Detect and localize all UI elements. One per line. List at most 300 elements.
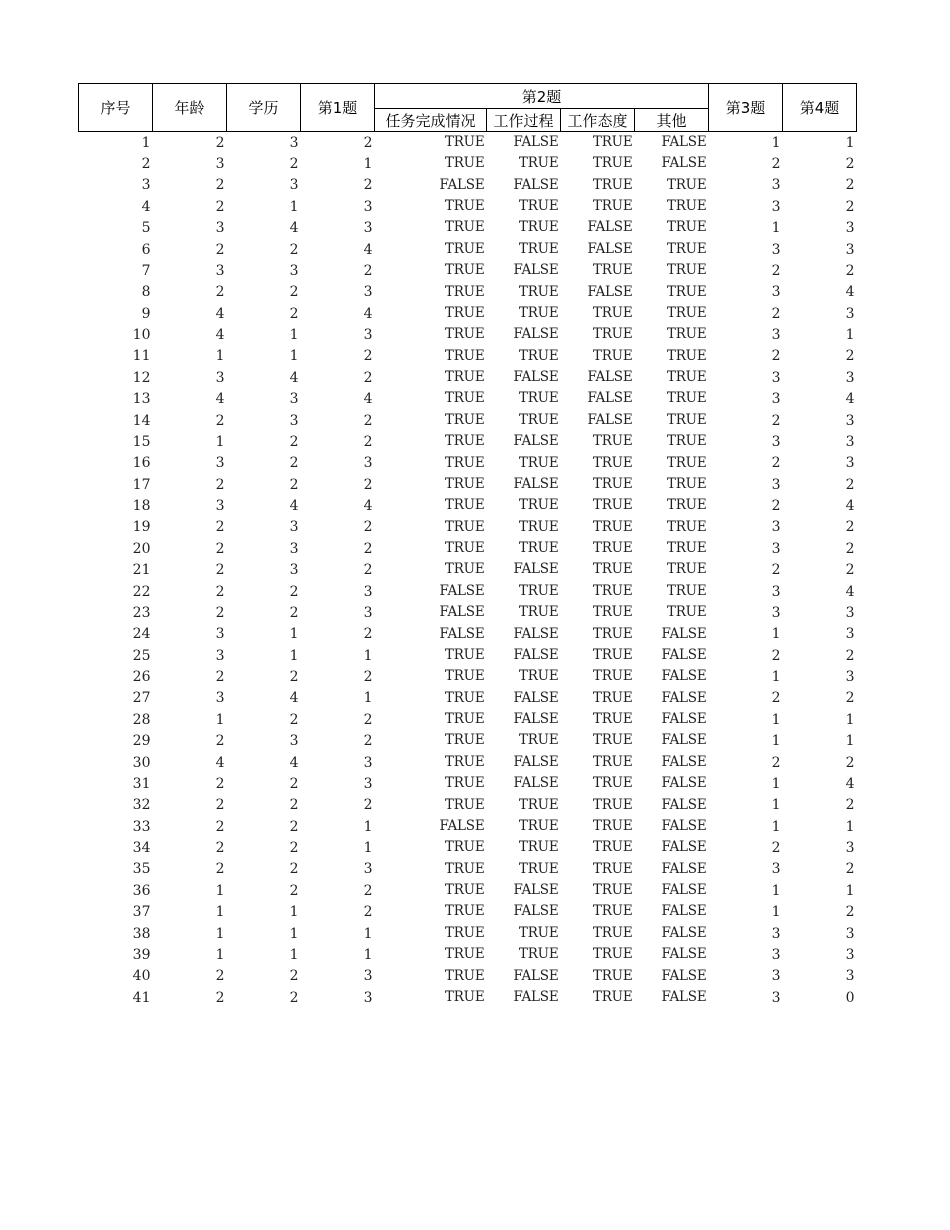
cell-q2-work-attitude[interactable]: TRUE xyxy=(592,882,633,899)
cell-education[interactable]: 2 xyxy=(289,455,299,472)
cell-age[interactable]: 3 xyxy=(215,626,225,643)
cell-q2-task-completion[interactable]: TRUE xyxy=(444,775,485,792)
cell-q1[interactable]: 2 xyxy=(363,797,373,814)
cell-q2-work-attitude[interactable]: TRUE xyxy=(592,133,633,150)
cell-q3[interactable]: 3 xyxy=(771,391,781,408)
cell-q2-task-completion[interactable]: TRUE xyxy=(444,326,485,343)
cell-age[interactable]: 3 xyxy=(215,455,225,472)
cell-education[interactable]: 2 xyxy=(289,583,299,600)
cell-age[interactable]: 2 xyxy=(215,840,225,857)
cell-q2-task-completion[interactable]: TRUE xyxy=(444,433,485,450)
cell-education[interactable]: 1 xyxy=(289,348,299,365)
cell-age[interactable]: 2 xyxy=(215,818,225,835)
cell-q2-task-completion[interactable]: TRUE xyxy=(444,304,485,321)
cell-q2-work-process[interactable]: FALSE xyxy=(513,882,559,899)
cell-q2-work-process[interactable]: TRUE xyxy=(518,732,559,749)
cell-q2-work-process[interactable]: TRUE xyxy=(518,390,559,407)
cell-age[interactable]: 3 xyxy=(215,690,225,707)
cell-q1[interactable]: 2 xyxy=(363,348,373,365)
cell-education[interactable]: 3 xyxy=(289,733,299,750)
cell-age[interactable]: 2 xyxy=(215,989,225,1006)
cell-education[interactable]: 1 xyxy=(289,626,299,643)
cell-q2-task-completion[interactable]: TRUE xyxy=(444,540,485,557)
cell-q2-task-completion[interactable]: FALSE xyxy=(439,604,485,621)
cell-q4[interactable]: 3 xyxy=(845,669,855,686)
cell-q1[interactable]: 3 xyxy=(363,775,373,792)
cell-education[interactable]: 3 xyxy=(289,412,299,429)
cell-q4[interactable]: 2 xyxy=(845,348,855,365)
cell-age[interactable]: 2 xyxy=(215,775,225,792)
cell-q4[interactable]: 2 xyxy=(845,519,855,536)
cell-q2-work-attitude[interactable]: TRUE xyxy=(592,304,633,321)
cell-q2-other[interactable]: FALSE xyxy=(661,903,707,920)
cell-q4[interactable]: 2 xyxy=(845,540,855,557)
cell-q2-work-process[interactable]: TRUE xyxy=(518,198,559,215)
cell-q1[interactable]: 3 xyxy=(363,455,373,472)
cell-q2-work-attitude[interactable]: TRUE xyxy=(592,454,633,471)
cell-q2-work-process[interactable]: TRUE xyxy=(518,219,559,236)
cell-q2-task-completion[interactable]: TRUE xyxy=(444,668,485,685)
cell-q2-work-process[interactable]: TRUE xyxy=(518,796,559,813)
cell-q2-work-process[interactable]: FALSE xyxy=(513,903,559,920)
cell-q2-other[interactable]: FALSE xyxy=(661,689,707,706)
cell-education[interactable]: 3 xyxy=(289,134,299,151)
cell-index[interactable]: 27 xyxy=(132,690,151,707)
cell-q2-other[interactable]: FALSE xyxy=(661,625,707,642)
cell-q1[interactable]: 2 xyxy=(363,733,373,750)
cell-q2-work-attitude[interactable]: TRUE xyxy=(592,689,633,706)
cell-education[interactable]: 1 xyxy=(289,327,299,344)
cell-index[interactable]: 22 xyxy=(132,583,151,600)
cell-q2-task-completion[interactable]: TRUE xyxy=(444,219,485,236)
cell-q2-work-process[interactable]: FALSE xyxy=(513,775,559,792)
cell-q1[interactable]: 1 xyxy=(363,840,373,857)
cell-age[interactable]: 2 xyxy=(215,241,225,258)
cell-q4[interactable]: 1 xyxy=(845,327,855,344)
cell-q2-work-attitude[interactable]: FALSE xyxy=(587,390,633,407)
cell-index[interactable]: 38 xyxy=(132,925,151,942)
cell-q2-task-completion[interactable]: TRUE xyxy=(444,882,485,899)
cell-q2-work-attitude[interactable]: FALSE xyxy=(587,240,633,257)
cell-q4[interactable]: 1 xyxy=(845,733,855,750)
cell-q2-work-process[interactable]: TRUE xyxy=(518,817,559,834)
cell-q3[interactable]: 3 xyxy=(771,861,781,878)
cell-q3[interactable]: 1 xyxy=(771,797,781,814)
cell-q4[interactable]: 2 xyxy=(845,904,855,921)
cell-q2-task-completion[interactable]: TRUE xyxy=(444,860,485,877)
cell-q2-work-attitude[interactable]: TRUE xyxy=(592,262,633,279)
cell-q2-task-completion[interactable]: TRUE xyxy=(444,411,485,428)
cell-q2-work-attitude[interactable]: FALSE xyxy=(587,283,633,300)
cell-q1[interactable]: 3 xyxy=(363,968,373,985)
cell-q1[interactable]: 1 xyxy=(363,946,373,963)
cell-q4[interactable]: 3 xyxy=(845,241,855,258)
cell-index[interactable]: 21 xyxy=(132,562,151,579)
cell-education[interactable]: 4 xyxy=(289,690,299,707)
cell-q1[interactable]: 2 xyxy=(363,669,373,686)
cell-q3[interactable]: 1 xyxy=(771,733,781,750)
cell-q4[interactable]: 2 xyxy=(845,754,855,771)
cell-q3[interactable]: 3 xyxy=(771,604,781,621)
cell-education[interactable]: 2 xyxy=(289,604,299,621)
cell-q2-work-process[interactable]: FALSE xyxy=(513,753,559,770)
cell-q3[interactable]: 2 xyxy=(771,156,781,173)
cell-q2-other[interactable]: TRUE xyxy=(666,561,707,578)
cell-q2-other[interactable]: FALSE xyxy=(661,155,707,172)
cell-q2-work-process[interactable]: FALSE xyxy=(513,967,559,984)
cell-q1[interactable]: 2 xyxy=(363,134,373,151)
cell-index[interactable]: 8 xyxy=(141,284,151,301)
cell-q2-other[interactable]: TRUE xyxy=(666,518,707,535)
cell-q2-task-completion[interactable]: FALSE xyxy=(439,582,485,599)
cell-age[interactable]: 4 xyxy=(215,391,225,408)
cell-q2-task-completion[interactable]: TRUE xyxy=(444,262,485,279)
cell-q2-other[interactable]: FALSE xyxy=(661,133,707,150)
cell-q2-task-completion[interactable]: TRUE xyxy=(444,198,485,215)
cell-q2-work-attitude[interactable]: TRUE xyxy=(592,967,633,984)
cell-q1[interactable]: 3 xyxy=(363,861,373,878)
cell-q2-work-process[interactable]: TRUE xyxy=(518,155,559,172)
cell-q2-task-completion[interactable]: FALSE xyxy=(439,625,485,642)
cell-q4[interactable]: 3 xyxy=(845,604,855,621)
cell-q2-other[interactable]: FALSE xyxy=(661,711,707,728)
cell-q4[interactable]: 2 xyxy=(845,476,855,493)
cell-q2-work-process[interactable]: TRUE xyxy=(518,604,559,621)
cell-q2-work-process[interactable]: FALSE xyxy=(513,433,559,450)
cell-education[interactable]: 2 xyxy=(289,669,299,686)
cell-q3[interactable]: 3 xyxy=(771,476,781,493)
cell-age[interactable]: 2 xyxy=(215,733,225,750)
cell-q4[interactable]: 2 xyxy=(845,156,855,173)
cell-q2-work-attitude[interactable]: TRUE xyxy=(592,561,633,578)
cell-q2-work-process[interactable]: TRUE xyxy=(518,860,559,877)
cell-q3[interactable]: 2 xyxy=(771,690,781,707)
cell-age[interactable]: 2 xyxy=(215,540,225,557)
cell-q3[interactable]: 2 xyxy=(771,562,781,579)
cell-age[interactable]: 4 xyxy=(215,305,225,322)
cell-q2-task-completion[interactable]: TRUE xyxy=(444,454,485,471)
cell-q1[interactable]: 2 xyxy=(363,433,373,450)
cell-age[interactable]: 2 xyxy=(215,412,225,429)
cell-index[interactable]: 5 xyxy=(141,220,151,237)
cell-q1[interactable]: 1 xyxy=(363,156,373,173)
cell-index[interactable]: 10 xyxy=(132,327,151,344)
cell-q2-other[interactable]: FALSE xyxy=(661,732,707,749)
cell-q3[interactable]: 3 xyxy=(771,519,781,536)
cell-q2-task-completion[interactable]: TRUE xyxy=(444,475,485,492)
cell-age[interactable]: 1 xyxy=(215,904,225,921)
cell-q2-task-completion[interactable]: TRUE xyxy=(444,839,485,856)
cell-q2-other[interactable]: TRUE xyxy=(666,347,707,364)
cell-q2-work-attitude[interactable]: TRUE xyxy=(592,775,633,792)
cell-q1[interactable]: 2 xyxy=(363,369,373,386)
cell-q2-task-completion[interactable]: TRUE xyxy=(444,796,485,813)
cell-q3[interactable]: 3 xyxy=(771,284,781,301)
cell-education[interactable]: 2 xyxy=(289,476,299,493)
cell-age[interactable]: 1 xyxy=(215,882,225,899)
cell-q2-work-attitude[interactable]: FALSE xyxy=(587,411,633,428)
cell-index[interactable]: 35 xyxy=(132,861,151,878)
cell-education[interactable]: 2 xyxy=(289,156,299,173)
cell-q1[interactable]: 3 xyxy=(363,284,373,301)
cell-q3[interactable]: 2 xyxy=(771,348,781,365)
cell-q2-work-attitude[interactable]: TRUE xyxy=(592,988,633,1005)
cell-q3[interactable]: 2 xyxy=(771,412,781,429)
cell-q4[interactable]: 2 xyxy=(845,262,855,279)
cell-q4[interactable]: 3 xyxy=(845,433,855,450)
cell-education[interactable]: 2 xyxy=(289,433,299,450)
cell-education[interactable]: 1 xyxy=(289,946,299,963)
cell-index[interactable]: 6 xyxy=(141,241,151,258)
cell-q2-work-process[interactable]: TRUE xyxy=(518,518,559,535)
cell-q4[interactable]: 3 xyxy=(845,840,855,857)
cell-age[interactable]: 2 xyxy=(215,177,225,194)
cell-q3[interactable]: 3 xyxy=(771,946,781,963)
cell-q3[interactable]: 2 xyxy=(771,305,781,322)
cell-q2-work-process[interactable]: TRUE xyxy=(518,668,559,685)
cell-q4[interactable]: 1 xyxy=(845,134,855,151)
cell-education[interactable]: 2 xyxy=(289,241,299,258)
cell-q2-work-attitude[interactable]: TRUE xyxy=(592,924,633,941)
cell-q2-work-process[interactable]: TRUE xyxy=(518,582,559,599)
cell-education[interactable]: 4 xyxy=(289,220,299,237)
cell-age[interactable]: 2 xyxy=(215,968,225,985)
cell-q2-work-process[interactable]: FALSE xyxy=(513,646,559,663)
cell-q2-work-process[interactable]: TRUE xyxy=(518,946,559,963)
cell-q2-work-process[interactable]: TRUE xyxy=(518,240,559,257)
cell-age[interactable]: 2 xyxy=(215,284,225,301)
cell-education[interactable]: 2 xyxy=(289,840,299,857)
cell-q3[interactable]: 1 xyxy=(771,134,781,151)
cell-q1[interactable]: 3 xyxy=(363,989,373,1006)
cell-q2-work-attitude[interactable]: TRUE xyxy=(592,796,633,813)
cell-q1[interactable]: 1 xyxy=(363,818,373,835)
cell-q2-work-attitude[interactable]: TRUE xyxy=(592,540,633,557)
cell-q2-other[interactable]: TRUE xyxy=(666,176,707,193)
cell-q2-task-completion[interactable]: TRUE xyxy=(444,689,485,706)
cell-q1[interactable]: 2 xyxy=(363,412,373,429)
cell-index[interactable]: 1 xyxy=(141,134,151,151)
cell-index[interactable]: 37 xyxy=(132,904,151,921)
cell-q2-other[interactable]: TRUE xyxy=(666,433,707,450)
cell-q4[interactable]: 4 xyxy=(845,498,855,515)
cell-q2-work-process[interactable]: TRUE xyxy=(518,497,559,514)
cell-age[interactable]: 2 xyxy=(215,583,225,600)
cell-q1[interactable]: 2 xyxy=(363,711,373,728)
cell-q3[interactable]: 2 xyxy=(771,262,781,279)
cell-q2-other[interactable]: TRUE xyxy=(666,283,707,300)
cell-q4[interactable]: 2 xyxy=(845,198,855,215)
cell-q2-other[interactable]: TRUE xyxy=(666,219,707,236)
cell-q2-work-attitude[interactable]: TRUE xyxy=(592,475,633,492)
cell-q3[interactable]: 1 xyxy=(771,711,781,728)
cell-q1[interactable]: 3 xyxy=(363,327,373,344)
cell-q2-work-attitude[interactable]: TRUE xyxy=(592,198,633,215)
cell-q2-other[interactable]: TRUE xyxy=(666,475,707,492)
cell-q2-other[interactable]: TRUE xyxy=(666,540,707,557)
cell-index[interactable]: 18 xyxy=(132,498,151,515)
cell-q2-other[interactable]: TRUE xyxy=(666,390,707,407)
cell-q1[interactable]: 3 xyxy=(363,754,373,771)
cell-q4[interactable]: 1 xyxy=(845,711,855,728)
cell-q1[interactable]: 3 xyxy=(363,604,373,621)
cell-education[interactable]: 4 xyxy=(289,369,299,386)
cell-q2-work-process[interactable]: FALSE xyxy=(513,133,559,150)
cell-q3[interactable]: 3 xyxy=(771,177,781,194)
cell-q1[interactable]: 3 xyxy=(363,220,373,237)
cell-q3[interactable]: 2 xyxy=(771,647,781,664)
cell-education[interactable]: 2 xyxy=(289,989,299,1006)
cell-q3[interactable]: 3 xyxy=(771,925,781,942)
cell-q2-work-attitude[interactable]: TRUE xyxy=(592,604,633,621)
cell-q3[interactable]: 3 xyxy=(771,583,781,600)
cell-q3[interactable]: 3 xyxy=(771,433,781,450)
cell-q2-work-process[interactable]: FALSE xyxy=(513,176,559,193)
cell-q3[interactable]: 1 xyxy=(771,220,781,237)
cell-q4[interactable]: 4 xyxy=(845,583,855,600)
cell-index[interactable]: 19 xyxy=(132,519,151,536)
cell-q2-work-attitude[interactable]: TRUE xyxy=(592,946,633,963)
cell-q2-other[interactable]: FALSE xyxy=(661,796,707,813)
cell-index[interactable]: 40 xyxy=(132,968,151,985)
cell-q2-work-attitude[interactable]: TRUE xyxy=(592,860,633,877)
cell-q2-work-process[interactable]: FALSE xyxy=(513,625,559,642)
cell-index[interactable]: 32 xyxy=(132,797,151,814)
cell-q2-work-process[interactable]: FALSE xyxy=(513,369,559,386)
cell-index[interactable]: 31 xyxy=(132,775,151,792)
cell-q2-other[interactable]: TRUE xyxy=(666,262,707,279)
cell-q3[interactable]: 2 xyxy=(771,840,781,857)
cell-education[interactable]: 2 xyxy=(289,797,299,814)
cell-q1[interactable]: 2 xyxy=(363,262,373,279)
cell-q2-task-completion[interactable]: TRUE xyxy=(444,155,485,172)
cell-q1[interactable]: 4 xyxy=(363,498,373,515)
cell-q2-task-completion[interactable]: FALSE xyxy=(439,817,485,834)
cell-q2-work-attitude[interactable]: TRUE xyxy=(592,155,633,172)
cell-q2-task-completion[interactable]: TRUE xyxy=(444,988,485,1005)
cell-q2-work-attitude[interactable]: TRUE xyxy=(592,732,633,749)
cell-q2-other[interactable]: FALSE xyxy=(661,860,707,877)
cell-q2-work-process[interactable]: TRUE xyxy=(518,454,559,471)
cell-q2-task-completion[interactable]: TRUE xyxy=(444,967,485,984)
cell-q2-other[interactable]: TRUE xyxy=(666,454,707,471)
cell-age[interactable]: 4 xyxy=(215,754,225,771)
cell-education[interactable]: 2 xyxy=(289,284,299,301)
cell-q2-work-process[interactable]: TRUE xyxy=(518,924,559,941)
cell-index[interactable]: 29 xyxy=(132,733,151,750)
cell-q2-work-attitude[interactable]: FALSE xyxy=(587,219,633,236)
cell-index[interactable]: 24 xyxy=(132,626,151,643)
cell-index[interactable]: 14 xyxy=(132,412,151,429)
cell-q2-task-completion[interactable]: TRUE xyxy=(444,518,485,535)
cell-education[interactable]: 2 xyxy=(289,711,299,728)
cell-q4[interactable]: 4 xyxy=(845,284,855,301)
cell-q2-other[interactable]: FALSE xyxy=(661,817,707,834)
cell-education[interactable]: 2 xyxy=(289,818,299,835)
cell-q2-task-completion[interactable]: TRUE xyxy=(444,133,485,150)
cell-education[interactable]: 3 xyxy=(289,262,299,279)
cell-q4[interactable]: 3 xyxy=(845,220,855,237)
cell-index[interactable]: 11 xyxy=(132,348,151,365)
cell-q2-task-completion[interactable]: TRUE xyxy=(444,497,485,514)
cell-education[interactable]: 1 xyxy=(289,925,299,942)
cell-q3[interactable]: 1 xyxy=(771,818,781,835)
cell-age[interactable]: 1 xyxy=(215,925,225,942)
cell-index[interactable]: 30 xyxy=(132,754,151,771)
cell-index[interactable]: 34 xyxy=(132,840,151,857)
cell-q4[interactable]: 3 xyxy=(845,946,855,963)
cell-q2-other[interactable]: FALSE xyxy=(661,924,707,941)
cell-q4[interactable]: 4 xyxy=(845,775,855,792)
cell-index[interactable]: 17 xyxy=(132,476,151,493)
cell-index[interactable]: 20 xyxy=(132,540,151,557)
cell-q1[interactable]: 4 xyxy=(363,305,373,322)
cell-q2-other[interactable]: FALSE xyxy=(661,946,707,963)
cell-index[interactable]: 33 xyxy=(132,818,151,835)
cell-q2-work-process[interactable]: FALSE xyxy=(513,326,559,343)
cell-q2-work-process[interactable]: TRUE xyxy=(518,283,559,300)
cell-q2-work-process[interactable]: TRUE xyxy=(518,839,559,856)
cell-q1[interactable]: 1 xyxy=(363,647,373,664)
cell-q2-work-attitude[interactable]: TRUE xyxy=(592,497,633,514)
cell-index[interactable]: 28 xyxy=(132,711,151,728)
cell-q2-other[interactable]: TRUE xyxy=(666,240,707,257)
cell-q4[interactable]: 2 xyxy=(845,861,855,878)
cell-q4[interactable]: 2 xyxy=(845,647,855,664)
cell-q4[interactable]: 2 xyxy=(845,177,855,194)
cell-index[interactable]: 9 xyxy=(141,305,151,322)
cell-q2-work-process[interactable]: TRUE xyxy=(518,347,559,364)
cell-q4[interactable]: 1 xyxy=(845,882,855,899)
cell-q3[interactable]: 3 xyxy=(771,369,781,386)
cell-q2-work-attitude[interactable]: TRUE xyxy=(592,433,633,450)
cell-education[interactable]: 3 xyxy=(289,519,299,536)
cell-q2-task-completion[interactable]: TRUE xyxy=(444,390,485,407)
cell-age[interactable]: 3 xyxy=(215,156,225,173)
cell-age[interactable]: 2 xyxy=(215,604,225,621)
cell-q2-task-completion[interactable]: TRUE xyxy=(444,753,485,770)
cell-q2-work-attitude[interactable]: TRUE xyxy=(592,646,633,663)
cell-q2-work-attitude[interactable]: TRUE xyxy=(592,176,633,193)
cell-education[interactable]: 2 xyxy=(289,968,299,985)
cell-age[interactable]: 2 xyxy=(215,519,225,536)
cell-q2-task-completion[interactable]: FALSE xyxy=(439,176,485,193)
cell-age[interactable]: 1 xyxy=(215,348,225,365)
cell-q4[interactable]: 3 xyxy=(845,412,855,429)
cell-index[interactable]: 25 xyxy=(132,647,151,664)
cell-index[interactable]: 23 xyxy=(132,604,151,621)
cell-q2-work-process[interactable]: FALSE xyxy=(513,561,559,578)
cell-q2-work-attitude[interactable]: TRUE xyxy=(592,839,633,856)
cell-q2-other[interactable]: FALSE xyxy=(661,753,707,770)
cell-q2-work-attitude[interactable]: TRUE xyxy=(592,326,633,343)
cell-q4[interactable]: 3 xyxy=(845,968,855,985)
cell-q2-task-completion[interactable]: TRUE xyxy=(444,903,485,920)
cell-q2-task-completion[interactable]: TRUE xyxy=(444,240,485,257)
cell-q2-other[interactable]: TRUE xyxy=(666,326,707,343)
cell-education[interactable]: 3 xyxy=(289,177,299,194)
cell-age[interactable]: 3 xyxy=(215,498,225,515)
cell-q2-other[interactable]: FALSE xyxy=(661,668,707,685)
cell-q2-other[interactable]: TRUE xyxy=(666,582,707,599)
cell-education[interactable]: 2 xyxy=(289,775,299,792)
cell-education[interactable]: 3 xyxy=(289,391,299,408)
cell-index[interactable]: 12 xyxy=(132,369,151,386)
cell-q4[interactable]: 0 xyxy=(845,989,855,1006)
cell-education[interactable]: 3 xyxy=(289,562,299,579)
cell-q4[interactable]: 2 xyxy=(845,562,855,579)
cell-q3[interactable]: 1 xyxy=(771,882,781,899)
